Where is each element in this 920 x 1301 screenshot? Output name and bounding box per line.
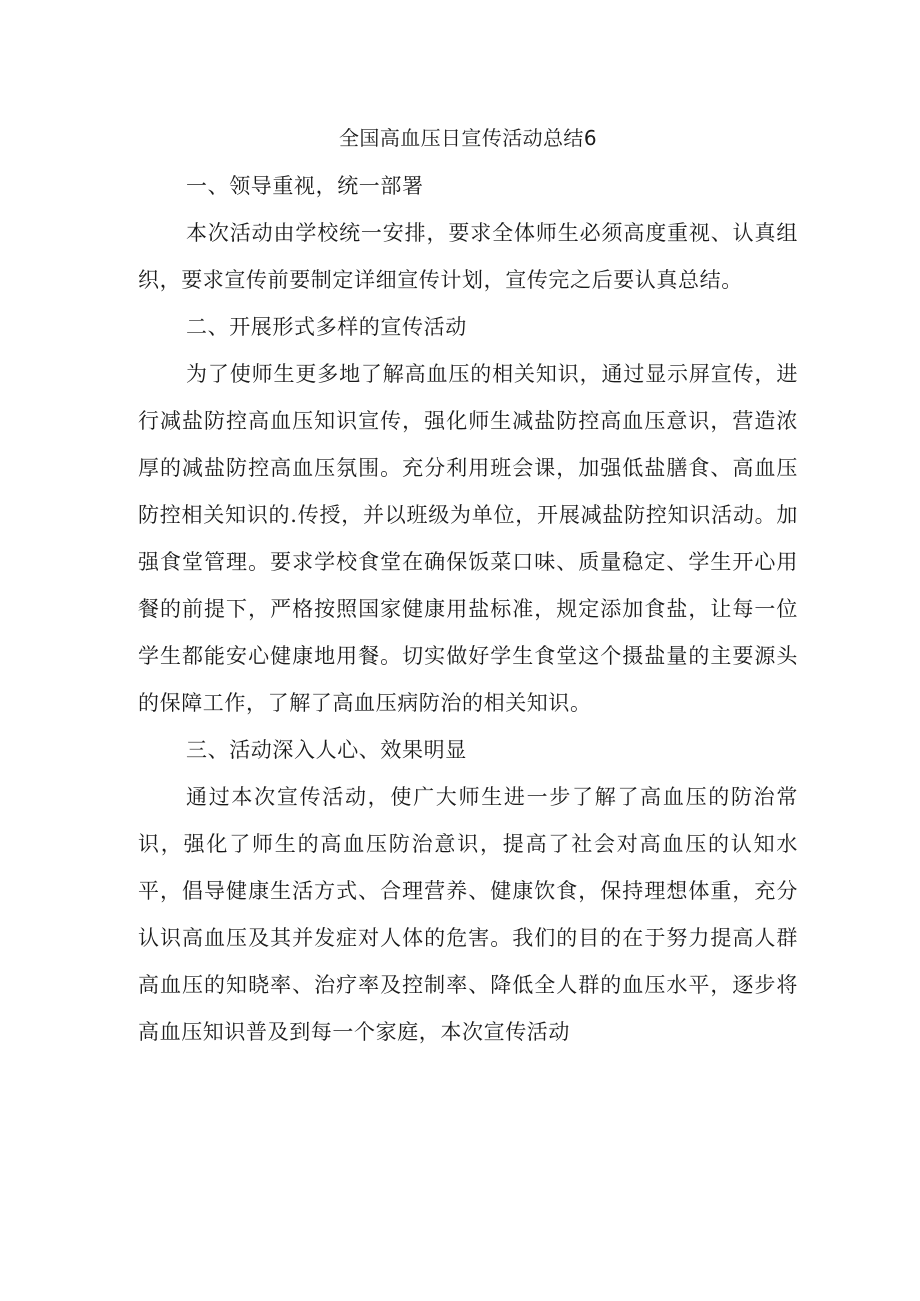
section-2 — [138, 304, 798, 727]
section-1 — [138, 163, 798, 304]
section-paragraph: 本次活动由学校统一安排，要求全体师生必须高度重视、认真组织，要求宣传前要制定详细宣传计划，宣传完之后要认真总结。 — [138, 221, 798, 292]
section-paragraph: 为了使师生更多地了解高血压的相关知识，通过显示屏宣传，进行减盐防控高血压知识宣传，强化师生减盐防控高血压意识，营造浓厚的减盐防控高血压氛围。充分利用班会课，加强低盐膳食、高血压防控相关知识的.传授，并以班级为单位，开展减盐防控知识活动。加强食堂管理。要求学校食堂在确保饭菜口味、质量稳定、学生开心用餐的前提下，严格按照国家健康用盐标准，规定添加食盐，让每一位学生都能安心健康地用餐。切实做好学生食堂这个摄盐量的主要源头的保障工作，了解了高血压病防治的相关知识。 — [138, 362, 798, 715]
section-3 — [138, 727, 798, 1056]
section-heading: 一、领导重视，统一部署 — [186, 174, 424, 198]
document-title: 全国高血压日宣传活动总结6 — [339, 126, 597, 150]
document-page — [138, 118, 798, 1056]
section-paragraph: 通过本次宣传活动，使广大师生进一步了解了高血压的防治常识，强化了师生的高血压防治意识，提高了社会对高血压的认知水平，倡导健康生活方式、合理营养、健康饮食，保持理想体重，充分认识高血压及其并发症对人体的危害。我们的目的在于努力提高人群高血压的知晓率、治疗率及控制率、降低全人群的血压水平，逐步将高血压知识普及到每一个家庭，本次宣传活动 — [138, 785, 798, 1044]
section-heading: 三、活动深入人心、效果明显 — [186, 738, 467, 762]
section-heading: 二、开展形式多样的宣传活动 — [186, 315, 467, 339]
